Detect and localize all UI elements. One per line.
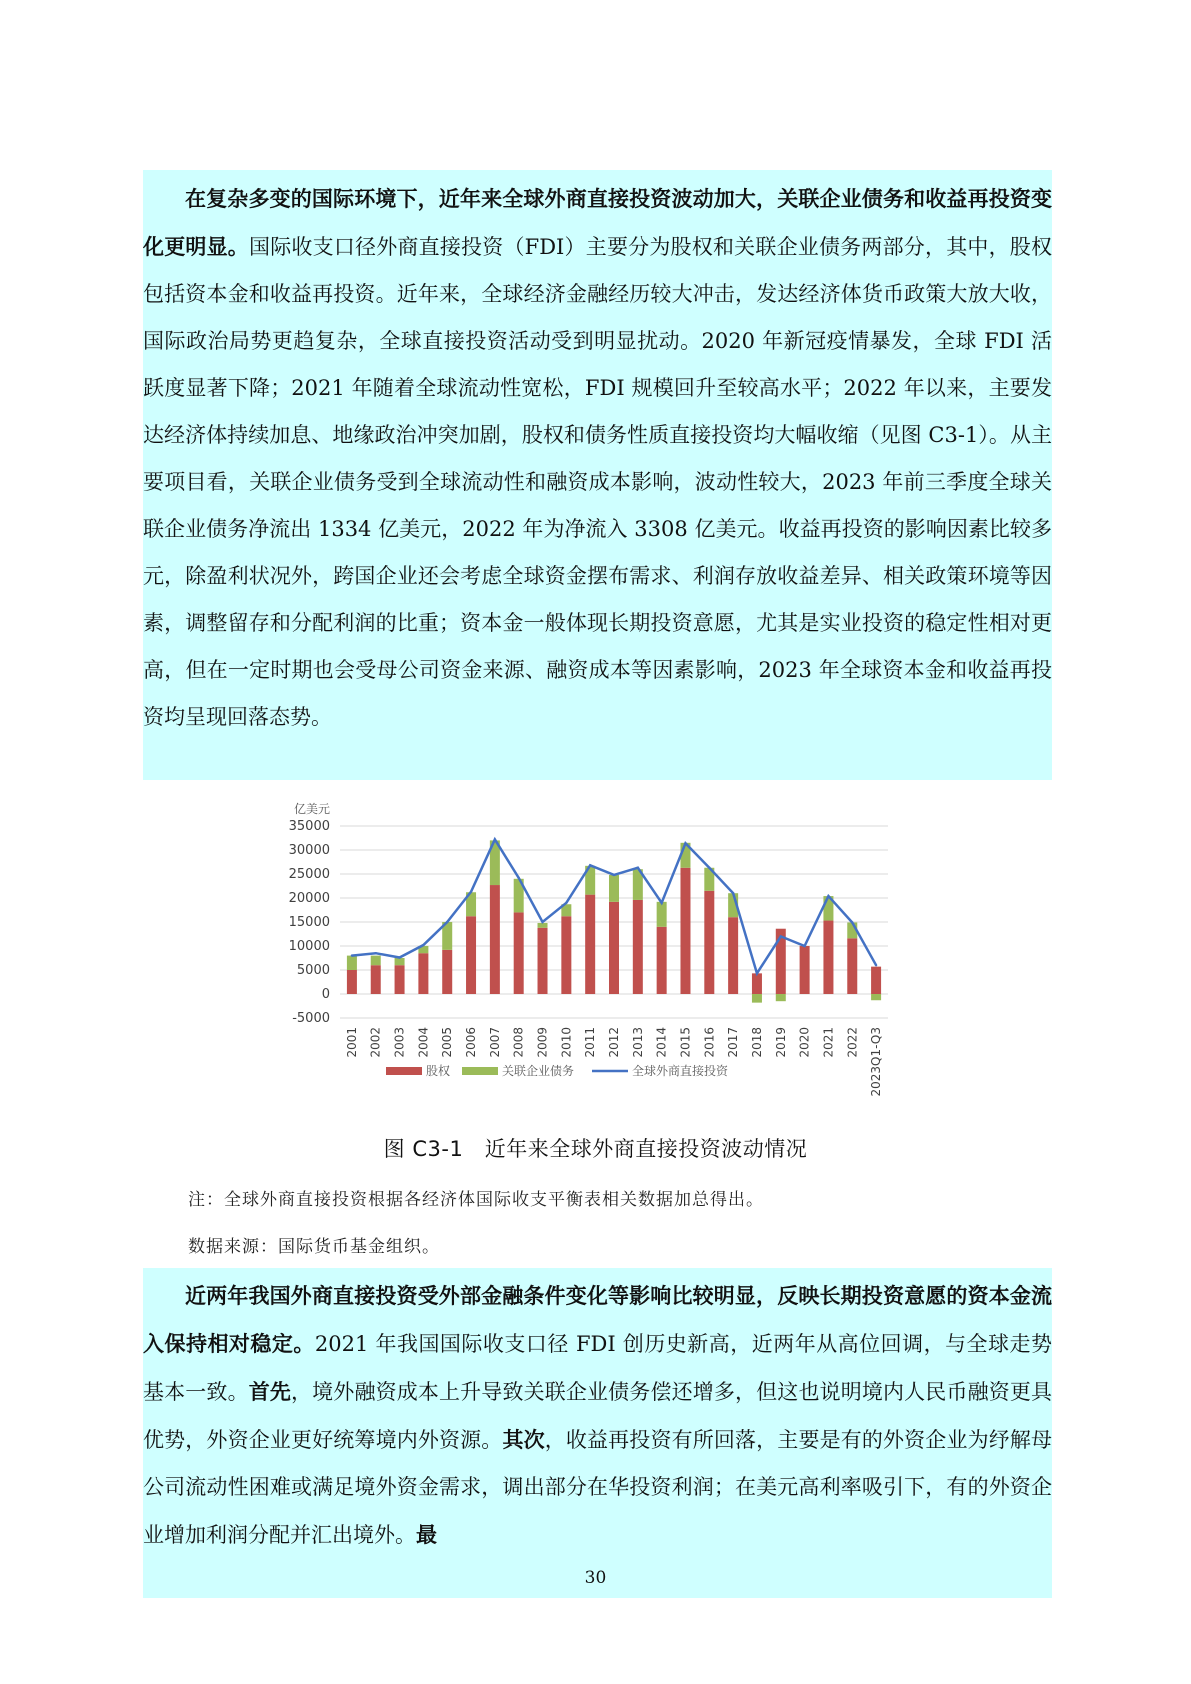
figure-title: 图 C3-1 近年来全球外商直接投资波动情况 (383, 1137, 808, 1161)
total-fdi-point (375, 952, 377, 954)
total-fdi-point (613, 874, 615, 876)
x-tick-label: 2014 (654, 1027, 669, 1058)
y-tick-label: 30000 (288, 843, 330, 858)
equity-bar (442, 950, 452, 994)
total-fdi-point (780, 935, 782, 937)
total-fdi-point (684, 842, 686, 844)
paragraph-2-lead: 近两年我国外商直接投资受外部金融条件变化等影响比较明显，反映长期投资意愿的资本金流入保持相对稳定。 (143, 1283, 1052, 1356)
paragraph-2-text-2: ，境外融资成本上升导致关联企业债务偿还增多，但这也说明境内人民币融资更具优势，外资企业更好统筹境内外资源。 (143, 1380, 1053, 1452)
page-number: 30 (584, 1568, 607, 1588)
total-fdi-point (827, 895, 829, 897)
x-tick-label: 2022 (845, 1027, 860, 1058)
y-tick-label: 35000 (288, 819, 330, 834)
y-tick-label: 10000 (288, 939, 330, 954)
total-fdi-point (565, 902, 567, 904)
total-fdi-point (517, 877, 519, 879)
debt-bar (371, 956, 381, 966)
y-tick-label: 25000 (288, 867, 330, 882)
x-tick-label: 2011 (583, 1027, 598, 1058)
debt-bar (752, 994, 762, 1003)
equity-bar (609, 902, 619, 994)
y-tick-label: 20000 (288, 891, 330, 906)
y-tick-label: 15000 (288, 915, 330, 930)
equity-bar (466, 916, 476, 994)
debt-bar (609, 875, 619, 902)
paragraph-2-bold-1: 首先 (248, 1379, 292, 1404)
x-tick-label: 2015 (678, 1027, 693, 1058)
equity-bar (823, 921, 833, 994)
debt-bar (657, 902, 667, 927)
equity-bar (490, 885, 500, 994)
equity-bar (514, 912, 524, 994)
x-tick-label: 2017 (726, 1027, 741, 1058)
paragraph-2-bold-3: 最 (416, 1522, 437, 1547)
x-tick-label: 2016 (702, 1027, 717, 1058)
total-fdi-point (446, 921, 448, 923)
legend-label: 关联企业债务 (502, 1064, 575, 1078)
x-tick-label: 2021 (821, 1027, 836, 1058)
y-axis-unit: 亿美元 (294, 802, 331, 816)
x-tick-label: 2001 (344, 1027, 359, 1058)
y-tick-label: -5000 (292, 1011, 330, 1026)
total-fdi-point (494, 838, 496, 840)
total-fdi-point (851, 921, 853, 923)
x-tick-label: 2023Q1-Q3 (869, 1027, 884, 1097)
equity-bar (347, 970, 357, 994)
y-tick-label: 5000 (296, 963, 330, 978)
equity-bar (871, 967, 881, 994)
equity-bar (633, 900, 643, 994)
equity-bar (418, 953, 428, 994)
total-fdi-point (589, 864, 591, 866)
total-fdi-point (708, 867, 710, 869)
equity-bar (752, 973, 762, 994)
x-tick-label: 2002 (368, 1027, 383, 1058)
paragraph-2-bold-2: 其次 (502, 1427, 545, 1452)
legend-label: 股权 (426, 1064, 451, 1078)
legend-swatch (386, 1067, 422, 1075)
equity-bar (800, 946, 810, 994)
equity-bar (728, 917, 738, 994)
total-fdi-point (351, 954, 353, 956)
x-tick-label: 2006 (464, 1027, 479, 1058)
x-tick-label: 2018 (749, 1027, 764, 1058)
fdi-chart-svg (268, 795, 908, 1113)
total-fdi-point (398, 956, 400, 958)
total-fdi-point (541, 921, 543, 923)
x-tick-label: 2003 (392, 1027, 407, 1058)
x-tick-label: 2010 (559, 1027, 574, 1058)
figure-note: 注：全球外商直接投资根据各经济体国际收支平衡表相关数据加总得出。 (188, 1190, 764, 1210)
x-tick-label: 2004 (416, 1027, 431, 1058)
total-fdi-point (875, 964, 877, 966)
total-fdi-point (470, 891, 472, 893)
equity-bar (538, 928, 548, 994)
legend-swatch (462, 1067, 498, 1075)
x-tick-label: 2013 (630, 1027, 645, 1058)
debt-bar (871, 994, 881, 1000)
total-fdi-point (660, 902, 662, 904)
equity-bar (585, 895, 595, 994)
legend-label: 全球外商直接投资 (632, 1064, 729, 1078)
total-fdi-point (637, 867, 639, 869)
total-fdi-point (732, 892, 734, 894)
equity-bar (561, 916, 571, 994)
paragraph-2-text-3: ，收益再投资有所回落，主要是有的外资企业为纾解母公司流动性困难或满足境外资金需求，调出部分在华投资利润；在美元高利率吸引下，有的外资企业增加利润分配并汇出境外。 (143, 1428, 1053, 1547)
total-fdi-point (422, 944, 424, 946)
equity-bar (371, 965, 381, 994)
x-tick-label: 2009 (535, 1027, 550, 1058)
total-fdi-point (803, 945, 805, 947)
total-fdi-point (756, 972, 758, 974)
x-tick-label: 2005 (440, 1027, 455, 1058)
debt-bar (395, 958, 405, 965)
paragraph-1-lead: 在复杂多变的国际环境下，近年来全球外商直接投资波动加大，关联企业债务和收益再投资变化更明显。 (143, 186, 1052, 259)
equity-bar (847, 938, 857, 994)
figure-source: 数据来源：国际货币基金组织。 (188, 1237, 440, 1257)
paragraph-1 (143, 175, 1052, 741)
fdi-chart (268, 795, 908, 1113)
paragraph-1-body: 国际收支口径外商直接投资（FDI）主要分为股权和关联企业债务两部分，其中，股权包括资本金和收益再投资。近年来，全球经济金融经历较大冲击，发达经济体货币政策大放大收，国际政治局势更趋复杂，全球直接投资活动受到明显扰动。2020 年新冠疫情暴发，全球 FDI 活跃度显著下降；2021 年随着全球流动性宽松，FDI 规模回升至较高水平；2022 年以来，主要发达经济体持续加息、地缘政治冲突加剧，股权和债务性质直接投资均大幅收缩（见图 C3-1）。从主要项目看，关联企业债务受到全球流动性和融资成本影响，波动性较大，2023 年前三季度全球关联企业债务净流出 1334 亿美元，2022 年为净流入 3308 亿美元。收益再投资的影响因素比较多元，除盈利状况外，跨国企业还会考虑全球资金摆布需求、利润存放收益差异、相关政策环境等因素，调整留存和分配利润的比重；资本金一般体现长期投资意愿，尤其是实业投资的稳定性相对更高，但在一定时期也会受母公司资金来源、融资成本等因素影响，2023 年全球资本金和收益再投资均呈现回落态势。 (143, 235, 1053, 729)
equity-bar (395, 965, 405, 994)
paragraph-2 (143, 1272, 1052, 1559)
x-tick-label: 2008 (511, 1027, 526, 1058)
debt-bar (538, 923, 548, 928)
x-tick-label: 2007 (487, 1027, 502, 1058)
equity-bar (657, 927, 667, 994)
paragraph-2-text-1: 2021 年我国国际收支口径 FDI 创历史新高，近两年从高位回调，与全球走势基本一致。 (143, 1332, 1053, 1404)
equity-bar (680, 868, 690, 994)
x-tick-label: 2019 (773, 1027, 788, 1058)
equity-bar (704, 891, 714, 994)
y-tick-label: 0 (321, 987, 330, 1002)
debt-bar (347, 956, 357, 970)
x-tick-label: 2020 (797, 1027, 812, 1058)
x-tick-label: 2012 (607, 1027, 621, 1058)
debt-bar (776, 994, 786, 1001)
